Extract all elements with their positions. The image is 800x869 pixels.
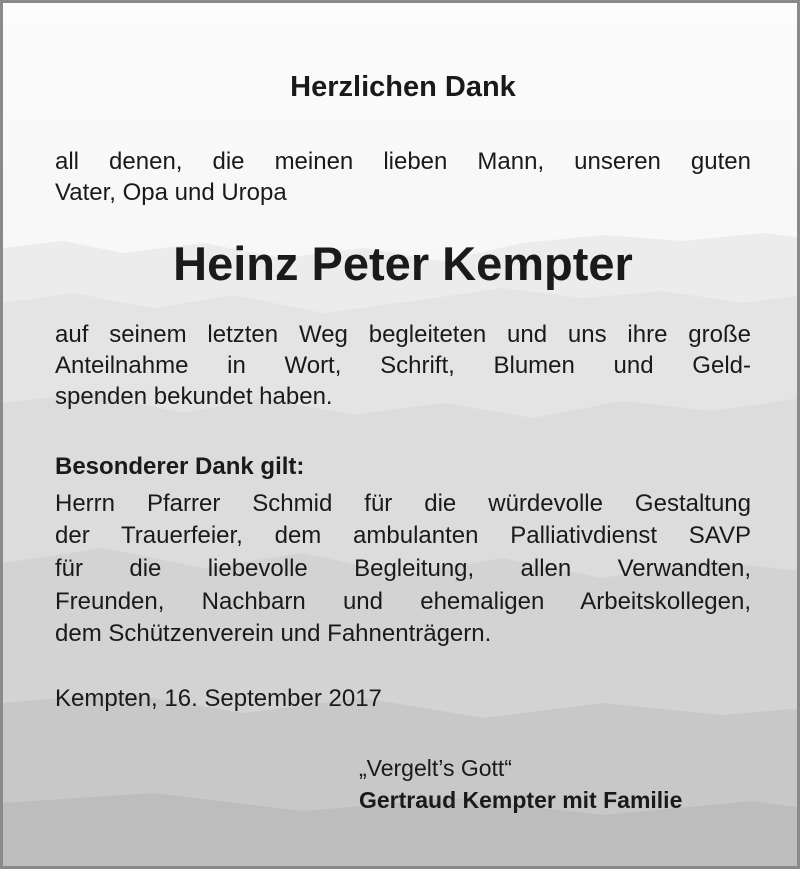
signature: Gertraud Kempter mit Familie [359,787,683,813]
thanks-line-3: spenden bekundet haben. [55,383,333,410]
intro-line-1: all denen, die meinen lieben Mann, unseren guten [55,148,751,175]
thanks-line-1: auf seinem letzten Weg begleiteten und uns ihre große [55,321,751,348]
special-thanks-line-2: der Trauerfeier, dem ambulanten Palliativdienst SAVP [55,522,751,549]
thanks-line-2: Anteilnahme in Wort, Schrift, Blumen und Geld- [55,352,751,379]
special-thanks-line-4: Freunden, Nachbarn und ehemaligen Arbeitskollegen, [55,588,751,615]
notice-heading: Herzlichen Dank [290,71,516,103]
special-thanks-line-1: Herrn Pfarrer Schmid für die würdevolle Gestaltung [55,490,751,517]
closing-quote: „Vergelt’s Gott“ [359,755,512,781]
special-thanks-line-3: für die liebevolle Begleitung, allen Verwandten, [55,555,751,582]
special-thanks-heading: Besonderer Dank gilt: [55,453,305,480]
place-and-date: Kempten, 16. September 2017 [55,685,382,712]
deceased-name: Heinz Peter Kempter [173,237,633,290]
notice-text [3,3,800,869]
special-thanks-line-5: dem Schützenverein und Fahnenträgern. [55,620,492,647]
intro-line-2: Vater, Opa und Uropa [55,179,287,206]
